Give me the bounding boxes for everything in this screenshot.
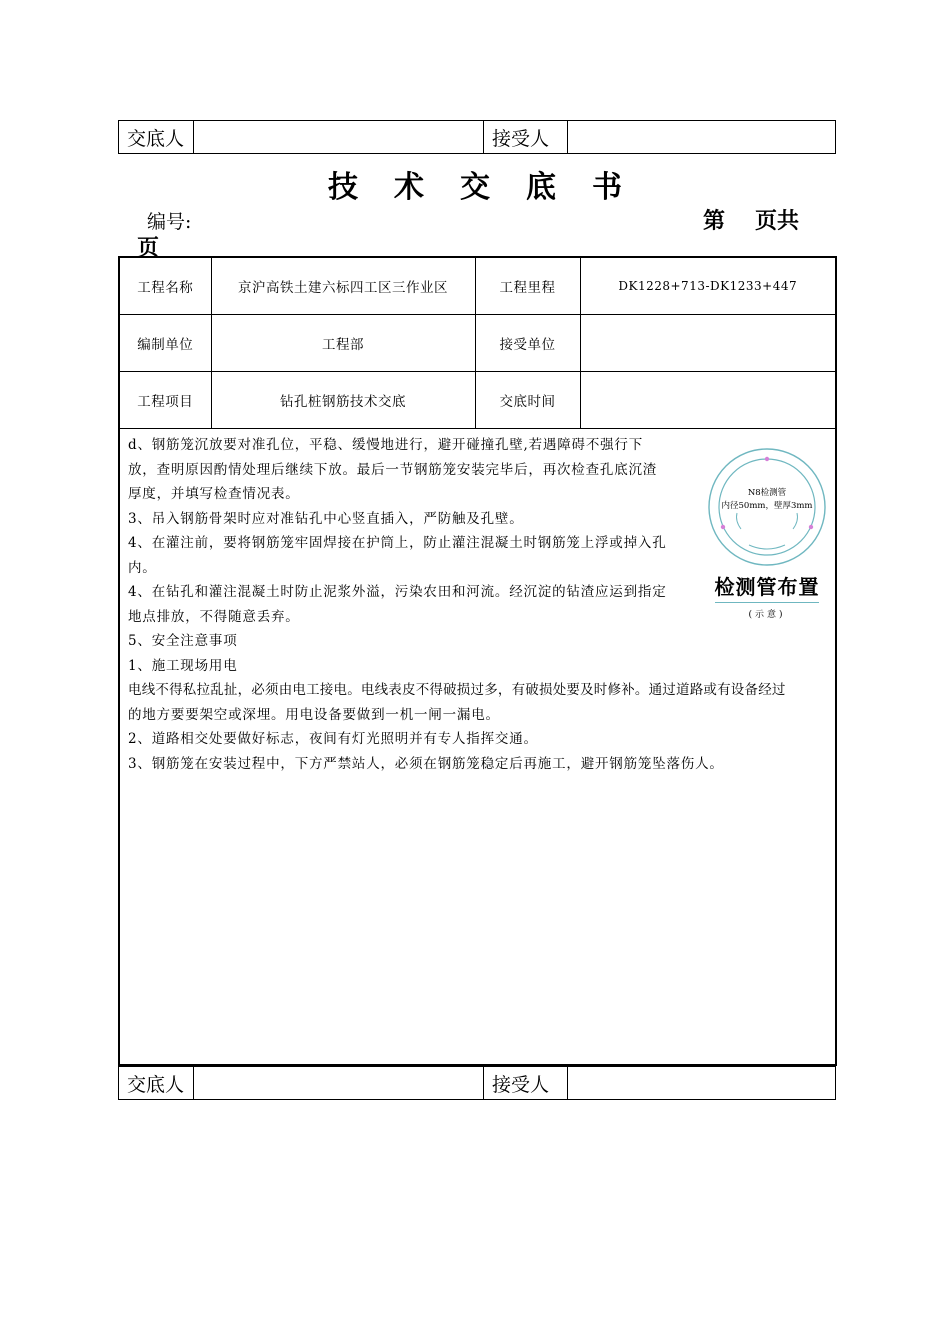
content-line: 3、吊入钢筋骨架时应对准钻孔中心竖直插入，严防触及孔壁。	[128, 510, 524, 527]
content-line: 电线不得私拉乱扯，必须由电工接电。电线表皮不得破损过多，有破损处要及时修补。通过道路或有设备经过	[128, 682, 786, 698]
table-row	[120, 315, 835, 372]
content-line: 内。	[128, 559, 157, 576]
receiver-label: 接受人	[484, 121, 568, 153]
item-value: 钻孔桩钢筋技术交底	[211, 372, 475, 429]
giver-field[interactable]	[194, 1067, 484, 1099]
pipe-layout-figure	[705, 445, 829, 620]
project-name-value: 京沪高铁土建六标四工区三作业区	[211, 258, 475, 315]
time-value[interactable]	[580, 372, 835, 429]
content-line: 放，查明原因酌情处理后继续下放。最后一节钢筋笼安装完毕后，再次检查孔底沉渣	[128, 461, 658, 478]
document-title: 技术交底书	[328, 170, 658, 205]
page-label-part1: 第	[703, 208, 726, 234]
pipe-label-line1: N8检测管	[747, 488, 787, 498]
content-line: 4、在钻孔和灌注混凝土时防止泥浆外溢，污染农田和河流。经沉淀的钻渣应运到指定	[128, 584, 667, 600]
signature-bar-bottom	[118, 1066, 836, 1100]
content-line: 1、施工现场用电	[128, 657, 238, 674]
receiver-field[interactable]	[568, 121, 835, 153]
receiver-field[interactable]	[568, 1067, 835, 1099]
content-line: 的地方要要架空或深埋。用电设备要做到一机一闸一漏电。	[128, 706, 500, 723]
time-label: 交底时间	[475, 372, 580, 429]
table-row	[120, 258, 835, 315]
table-row	[120, 372, 835, 429]
caption-underline	[715, 602, 819, 603]
unit-label: 编制单位	[120, 315, 211, 372]
giver-label: 交底人	[119, 121, 194, 153]
project-name-label: 工程名称	[120, 258, 211, 315]
receiver-label: 接受人	[484, 1067, 568, 1099]
content-body	[120, 429, 835, 776]
page-label-part2: 页共	[755, 208, 800, 234]
page-info	[703, 204, 799, 235]
pipe-label-line2: 内径50mm，壁厚3mm	[721, 501, 813, 511]
content-line: 3、钢筋笼在安装过程中，下方严禁站人，必须在钢筋笼稳定后再施工，避开钢筋笼坠落伤人。	[128, 755, 724, 772]
info-table	[120, 258, 835, 429]
signature-bar-top	[118, 120, 836, 154]
figure-caption: 检测管布置	[714, 575, 820, 599]
content-line: 5、安全注意事项	[128, 633, 238, 649]
receiving-unit-value[interactable]	[580, 315, 835, 372]
item-label: 工程项目	[120, 372, 211, 429]
content-line: 厚度，并填写检查情况表。	[128, 486, 300, 502]
figure-note: (示意)	[748, 610, 786, 620]
serial-number-label: 编号:	[147, 211, 192, 233]
mileage-value: DK1228+713-DK1233+447	[580, 258, 835, 315]
giver-field[interactable]	[194, 121, 484, 153]
content-line: d、钢筋笼沉放要对准孔位，平稳、缓慢地进行，避开碰撞孔壁,若遇障碍不强行下	[128, 437, 644, 453]
receiving-unit-label: 接受单位	[475, 315, 580, 372]
content-line: 2、道路相交处要做好标志，夜间有灯光照明并有专人指挥交通。	[128, 731, 538, 747]
content-line: 地点排放，不得随意丢弃。	[128, 608, 300, 625]
content-line: 4、在灌注前，要将钢筋笼牢固焊接在护筒上，防止灌注混凝土时钢筋笼上浮或掉入孔	[128, 535, 667, 551]
giver-label: 交底人	[119, 1067, 194, 1099]
mileage-label: 工程里程	[475, 258, 580, 315]
page-label-part3: 页	[137, 235, 160, 261]
main-frame	[118, 256, 837, 1066]
unit-value: 工程部	[211, 315, 475, 372]
